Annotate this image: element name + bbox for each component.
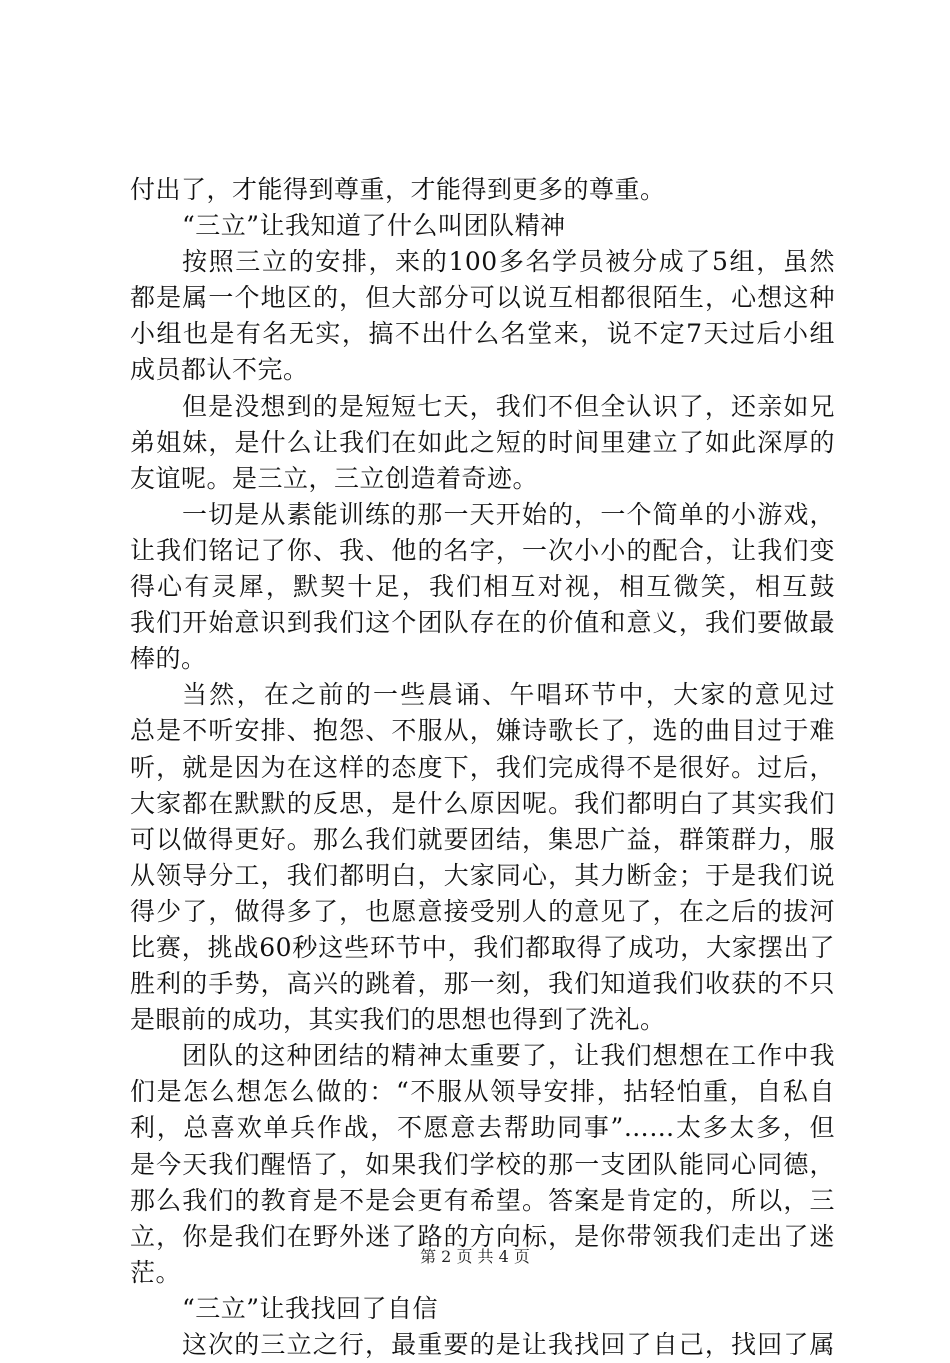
text-line: 我们开始意识到我们这个团队存在的价值和意义，我们要做最	[130, 608, 835, 638]
text-line: 按照三立的安排，来的100多名学员被分成了5组，虽然	[182, 247, 835, 277]
text-line: 是眼前的成功，其实我们的思想也得到了洗礼。	[130, 1005, 666, 1035]
text-line: 胜利的手势，高兴的跳着，那一刻，我们知道我们收获的不只	[130, 969, 835, 999]
text-line: 从领导分工，我们都明白，大家同心，其力断金；于是我们说	[130, 860, 835, 890]
text-line: 一切是从素能训练的那一天开始的，一个简单的小游戏，	[182, 499, 835, 529]
text-line: 利，总喜欢单兵作战，不愿意去帮助同事”……太多太多，但	[130, 1113, 835, 1143]
text-line: 总是不听安排、抱怨、不服从，嫌诗歌长了，选的曲目过于难	[130, 716, 835, 746]
text-line: 友谊呢。是三立，三立创造着奇迹。	[130, 463, 539, 493]
text-line: 小组也是有名无实，搞不出什么名堂来，说不定7天过后小组	[130, 319, 835, 349]
text-line: 这次的三立之行，最重要的是让我找回了自己，找回了属	[182, 1330, 835, 1359]
text-line: 大家都在默默的反思，是什么原因呢。我们都明白了其实我们	[130, 788, 835, 818]
text-line: 们是怎么想怎么做的：“不服从领导安排，拈轻怕重，自私自	[130, 1077, 835, 1107]
text-line: 棒的。	[130, 644, 207, 674]
text-line: “三立”让我知道了什么叫团队精神	[182, 211, 566, 241]
text-line: 茫。	[130, 1257, 182, 1287]
text-line: “三立”让我找回了自信	[182, 1293, 439, 1323]
text-line: 成员都认不完。	[130, 355, 309, 385]
text-line: 是今天我们醒悟了，如果我们学校的那一支团队能同心同德，	[130, 1149, 835, 1179]
document-body	[130, 172, 835, 1363]
text-line: 让我们铭记了你、我、他的名字，一次小小的配合，让我们变	[130, 535, 835, 565]
text-line: 团队的这种团结的精神太重要了，让我们想想在工作中我	[182, 1041, 835, 1071]
text-line: 都是属一个地区的，但大部分可以说互相都很陌生，心想这种	[130, 283, 835, 313]
text-line: 那么我们的教育是不是会更有希望。答案是肯定的，所以，三	[130, 1185, 835, 1215]
text-line: 听，就是因为在这样的态度下，我们完成得不是很好。过后，	[130, 752, 835, 782]
text-line: 弟姐妹，是什么让我们在如此之短的时间里建立了如此深厚的	[130, 427, 835, 457]
text-line: 付出了，才能得到尊重，才能得到更多的尊重。	[130, 175, 666, 204]
text-line: 可以做得更好。那么我们就要团结，集思广益，群策群力，服	[130, 824, 835, 854]
text-line: 但是没想到的是短短七天，我们不但全认识了，还亲如兄	[182, 391, 835, 421]
text-line: 立，你是我们在野外迷了路的方向标，是你带领我们走出了迷	[130, 1221, 835, 1251]
text-line: 得心有灵犀，默契十足，我们相互对视，相互微笑，相互鼓	[130, 572, 835, 602]
page-footer: 第 2 页 共 4 页	[420, 1247, 530, 1266]
text-line: 得少了，做得多了，也愿意接受别人的意见了，在之后的拔河	[130, 896, 835, 926]
text-line: 当然，在之前的一些晨诵、午唱环节中，大家的意见过	[182, 680, 835, 710]
text-line: 比赛，挑战60秒这些环节中，我们都取得了成功，大家摆出了	[130, 932, 835, 962]
